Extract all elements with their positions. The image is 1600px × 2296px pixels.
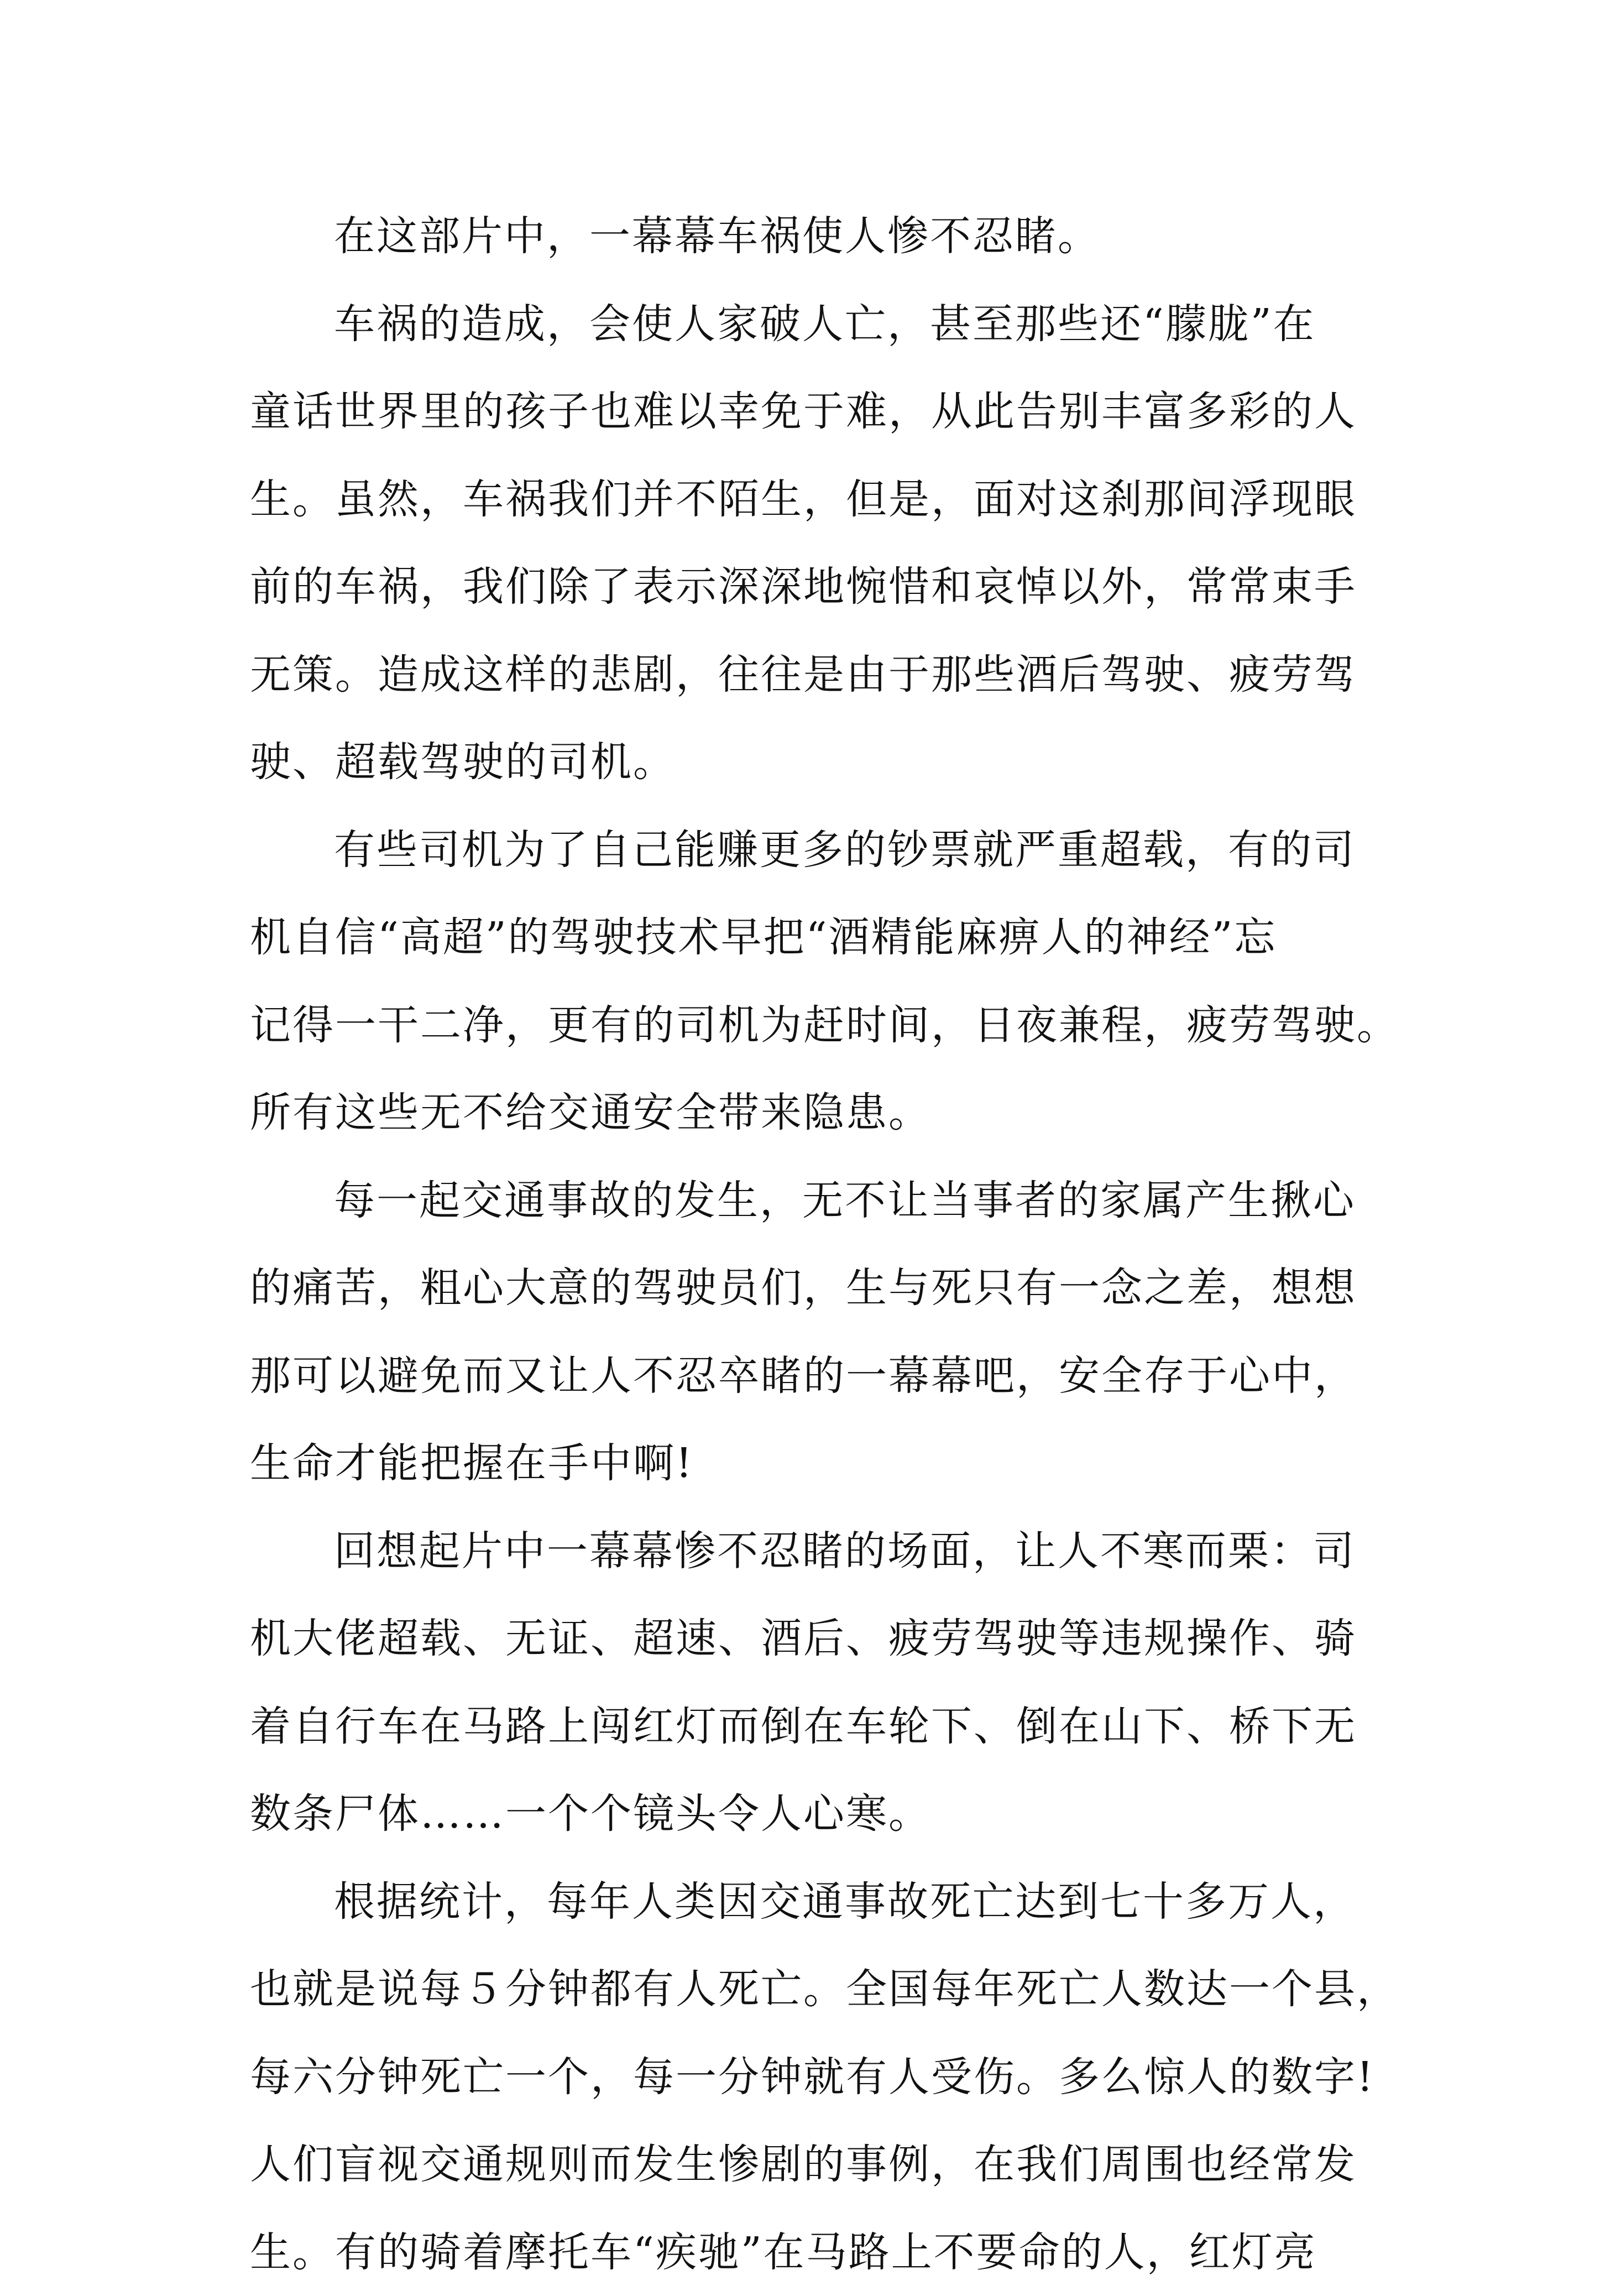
text-line: 在这部片中，一幕幕车祸使人惨不忍睹。 [250,192,1361,280]
text-line: 有些司机为了自己能赚更多的钞票就严重超载，有的司 [250,806,1361,894]
text-line: 机自信“高超”的驾驶技术早把“酒精能麻痹人的神经”忘 [250,894,1361,982]
text-line: 那可以避免而又让人不忍卒睹的一幕幕吧，安全存于心中， [250,1332,1361,1420]
text-line: 车祸的造成，会使人家破人亡，甚至那些还“朦胧”在 [250,280,1361,368]
text-line: 生。有的骑着摩托车“疾驰”在马路上不要命的人，红灯亮 [250,2209,1361,2296]
text-line: 回想起片中一幕幕惨不忍睹的场面，让人不寒而栗：司 [250,1507,1361,1595]
text-line: 童话世界里的孩子也难以幸免于难，从此告别丰富多彩的人 [250,368,1361,456]
text-line: 无策。造成这样的悲剧，往往是由于那些酒后驾驶、疲劳驾 [250,631,1361,719]
text-line: 驶、超载驾驶的司机。 [250,718,1361,806]
text-line: 数条尸体……一个个镜头令人心寒。 [250,1770,1361,1858]
text-line: 前的车祸，我们除了表示深深地惋惜和哀悼以外，常常束手 [250,543,1361,631]
text-line: 所有这些无不给交通安全带来隐患。 [250,1069,1361,1157]
text-line: 生。虽然，车祸我们并不陌生，但是，面对这刹那间浮现眼 [250,456,1361,544]
text-line: 每六分钟死亡一个，每一分钟就有人受伤。多么惊人的数字! [250,2033,1361,2121]
text-line: 根据统计，每年人类因交通事故死亡达到七十多万人， [250,1858,1361,1946]
text-line: 也就是说每５分钟都有人死亡。全国每年死亡人数达一个县， [250,1945,1361,2033]
text-line: 人们盲视交通规则而发生惨剧的事例，在我们周围也经常发 [250,2121,1361,2209]
text-line: 着自行车在马路上闯红灯而倒在车轮下、倒在山下、桥下无 [250,1683,1361,1771]
text-line: 机大佬超载、无证、超速、酒后、疲劳驾驶等违规操作、骑 [250,1595,1361,1683]
text-line: 记得一干二净，更有的司机为赶时间，日夜兼程，疲劳驾驶。 [250,982,1361,1069]
text-line: 的痛苦，粗心大意的驾驶员们，生与死只有一念之差，想想 [250,1244,1361,1332]
body-text [250,192,1361,2296]
text-line: 生命才能把握在手中啊! [250,1420,1361,1507]
text-line: 每一起交通事故的发生，无不让当事者的家属产生揪心 [250,1157,1361,1245]
